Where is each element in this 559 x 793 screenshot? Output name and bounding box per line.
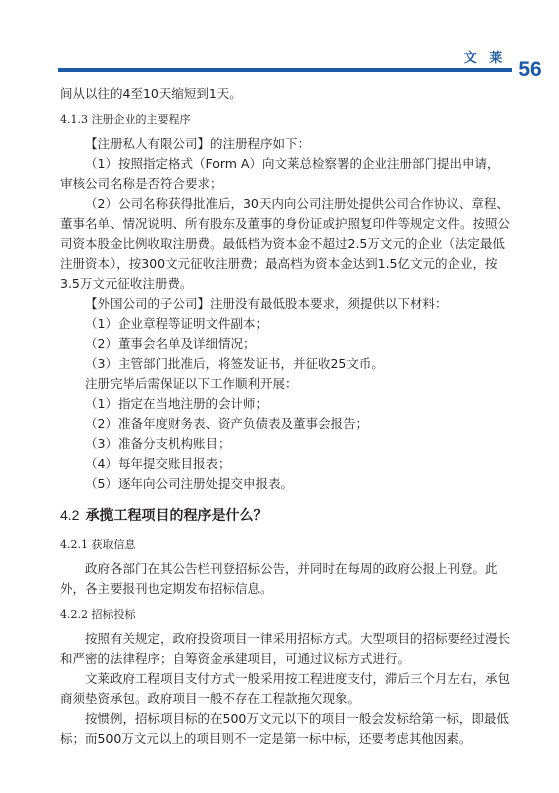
paragraph: 文莱政府工程项目支付方式一般采用按工程进度支付，滞后三个月左右，承包商须垫资承包。政府项目一般不存在工程款拖欠现象。	[60, 671, 511, 706]
paragraph: （1）按照指定格式（Form A）向文莱总检察署的企业注册部门提出申请，审核公司名称是否符合要求；	[60, 156, 500, 191]
subsection-heading: 4.1.3 注册企业的主要程序	[60, 113, 191, 126]
paragraph: （2）董事会名单及详细情况；	[85, 336, 256, 351]
page-body	[60, 84, 511, 749]
paragraph: （3）主管部门批准后，将签发证书，并征收25文币。	[85, 356, 384, 371]
paragraph: 【外国公司的子公司】注册没有最低股本要求，须提供以下材料：	[85, 296, 448, 311]
paragraph: （4）每年提交账目报表；	[85, 456, 231, 471]
paragraph: 间从以往的4至10天缩短到1天。	[60, 86, 242, 101]
paragraph: （3）准备分支机构账目；	[85, 436, 231, 451]
paragraph: 按照有关规定，政府投资项目一律采用招标方式。大型项目的招标要经过漫长和严密的法律程序；自筹资金承建项目，可通过议标方式进行。	[60, 631, 511, 666]
paragraph: （2）准备年度财务表、资产负债表及董事会报告；	[85, 416, 368, 431]
paragraph: （1）企业章程等证明文件副本；	[85, 316, 268, 331]
section-heading	[60, 504, 511, 527]
paragraph: （1）指定在当地注册的会计师；	[85, 396, 268, 411]
header-country: 文 莱	[463, 51, 507, 66]
header-rule	[58, 68, 512, 72]
paragraph: 【注册私人有限公司】的注册程序如下：	[85, 136, 311, 151]
subsection-heading: 4.2.1 获取信息	[60, 538, 136, 551]
subsection-heading: 4.2.2 招标投标	[60, 608, 136, 621]
section-number: 4.2	[60, 507, 80, 523]
paragraph: 按惯例，招标项目标的在500万文元以下的项目一般会发标给第一标，即最低标；而500万文元以上的项目则不一定是第一标中标，还要考虑其他因素。	[60, 711, 509, 746]
page-number: 56	[518, 58, 542, 81]
section-title: 承揽工程项目的程序是什么？	[85, 508, 268, 524]
paragraph: （2）公司名称获得批准后，30天内向公司注册处提供公司合作协议、章程、董事名单、情况说明、所有股东及董事的身份证或护照复印件等规定文件。按照公司资本股金比例收取注册费。最低档为资本金不超过2.5万文元的企业（法定最低注册资本），按300文元征收注册费；最高档为资本金达到1.5亿文元的企业，按3.5万文元征收注册费。	[60, 196, 511, 291]
paragraph: 注册完毕后需保证以下工作顺利开展：	[85, 376, 298, 391]
paragraph: 政府各部门在其公告栏刊登招标公告，并同时在每周的政府公报上刊登。此外，各主要报刊也定期发布招标信息。	[60, 561, 498, 596]
paragraph: （5）逐年向公司注册处提交申报表。	[85, 476, 293, 491]
